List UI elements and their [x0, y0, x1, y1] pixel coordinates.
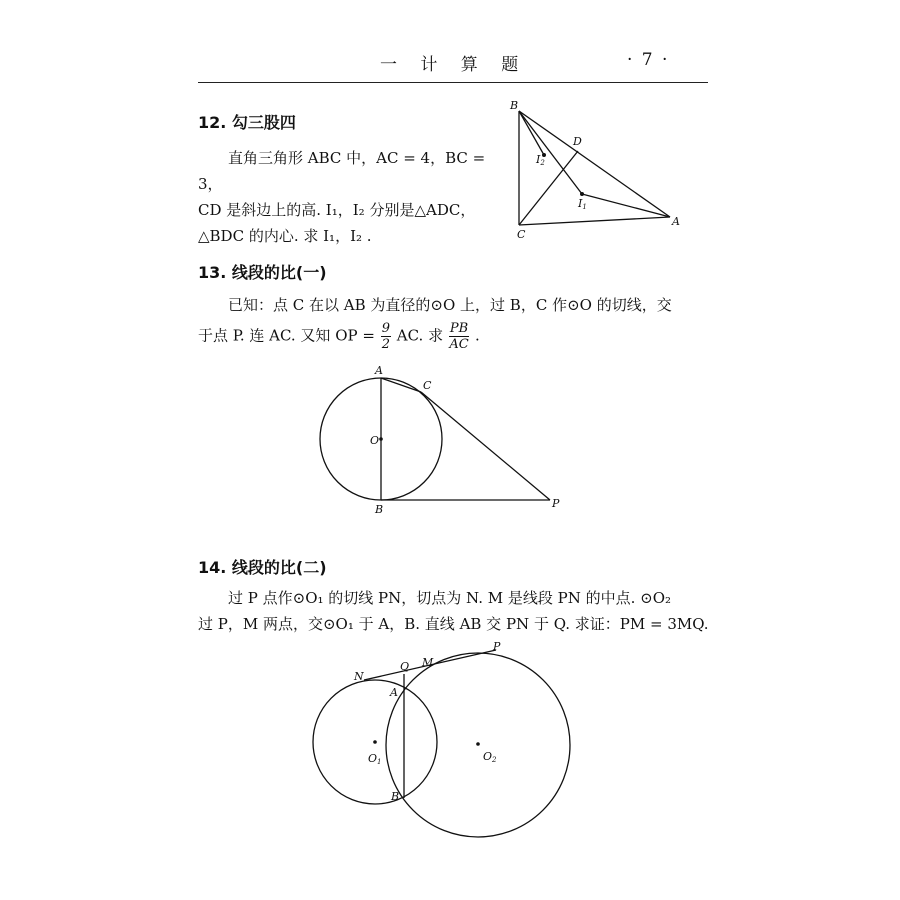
- segment-AC: [381, 378, 421, 392]
- label-C: C: [517, 228, 526, 241]
- point-O: [379, 437, 383, 441]
- problem-12-line-1: 直角三角形 ABC 中，AC = 4，BC = 3，: [198, 149, 486, 193]
- label-B: B: [375, 503, 384, 516]
- label-O: O: [370, 434, 380, 447]
- problem-13-text: [198, 292, 708, 351]
- label-P: P: [493, 640, 501, 653]
- label-P: P: [552, 497, 560, 510]
- header-rule: [198, 82, 708, 83]
- running-header-title: 一 计 算 题: [380, 55, 528, 75]
- label-A: A: [375, 364, 383, 377]
- page-number: · 7 ·: [627, 50, 670, 70]
- label-B: B: [391, 790, 400, 803]
- problem-13-line-1: 已知：点 C 在以 AB 为直径的⊙O 上，过 B，C 作⊙O 的切线，交: [228, 296, 672, 314]
- label-N: N: [354, 670, 364, 683]
- label-A: A: [672, 215, 680, 228]
- problem-12-line-3: △BDC 的内心. 求 I₁，I₂ .: [198, 227, 372, 245]
- problem-13-figure: [300, 360, 580, 525]
- problem-14-heading: 14. 线段的比(二): [198, 558, 327, 577]
- segment-I1-A: [582, 194, 670, 217]
- label-O1: O1: [368, 752, 382, 766]
- point-O1: [373, 740, 377, 744]
- point-O2: [476, 742, 480, 746]
- problem-12-heading: 12. 勾三股四: [198, 113, 296, 132]
- label-B: B: [510, 99, 519, 112]
- problem-13-line-2: 于点 P. 连 AC. 又知 OP = $\frac{9}{2}$ AC. 求 $\frac{PB}{AC}$ .: [198, 321, 480, 352]
- label-I2: I2: [536, 153, 545, 167]
- fraction-nine-halves: $\frac{9}{2}$: [381, 321, 390, 352]
- label-I1: I1: [578, 197, 587, 211]
- problem-14-text: [198, 585, 718, 637]
- fraction-PB-over-AC: $\frac{PB}{AC}$: [449, 321, 469, 352]
- problem-12-line-2: CD 是斜边上的高. I₁，I₂ 分别是△ADC，: [198, 201, 476, 219]
- segment-CA: [519, 217, 670, 225]
- point-I1: [580, 192, 584, 196]
- label-A: A: [390, 686, 398, 699]
- problem-12-text: [198, 145, 498, 249]
- problem-14-figure: [300, 640, 600, 850]
- problem-12-figure: [500, 95, 700, 245]
- tangent-CP: [421, 392, 550, 500]
- label-Q: Q: [400, 660, 410, 673]
- problem-14-line-1: 过 P 点作⊙O₁ 的切线 PN，切点为 N. M 是线段 PN 的中点. ⊙O₂: [228, 589, 672, 607]
- label-C: C: [423, 379, 432, 392]
- segment-CD: [519, 151, 578, 225]
- problem-14-line-2: 过 P，M 两点，交⊙O₁ 于 A，B. 直线 AB 交 PN 于 Q. 求证：PM = 3MQ.: [198, 615, 709, 633]
- label-D: D: [573, 135, 582, 148]
- segment-B-I1: [519, 111, 582, 194]
- segment-B-I2: [519, 111, 544, 155]
- problem-13-heading: 13. 线段的比(一): [198, 263, 327, 282]
- point-I2: [542, 153, 546, 157]
- label-O2: O2: [483, 750, 497, 764]
- label-M: M: [422, 656, 434, 669]
